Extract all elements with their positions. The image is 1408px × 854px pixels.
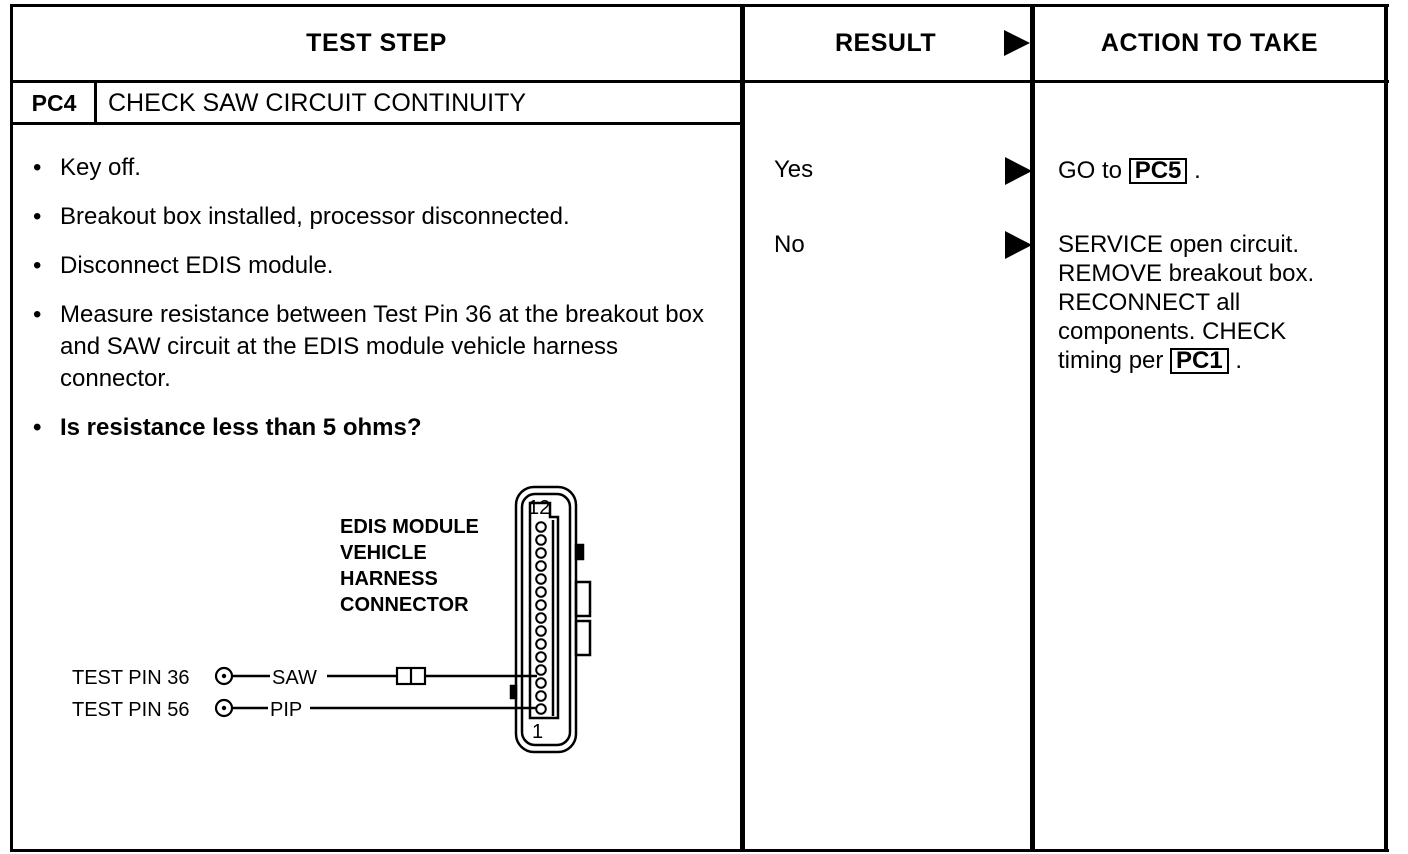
reference-pc1: PC1 bbox=[1170, 348, 1229, 374]
action-no-line: REMOVE breakout box. bbox=[1058, 260, 1315, 287]
step-id: PC4 bbox=[31, 90, 77, 116]
header-action-label: ACTION TO TAKE bbox=[1100, 29, 1319, 57]
pip-signal-label: PIP bbox=[270, 699, 303, 721]
bullet-item: • Breakout box installed, processor disconnected. bbox=[30, 201, 730, 233]
step-title: CHECK SAW CIRCUIT CONTINUITY bbox=[108, 89, 527, 117]
connector-pins bbox=[536, 522, 546, 714]
action-yes-suffix: . bbox=[1194, 157, 1201, 184]
connector-label-line: CONNECTOR bbox=[340, 594, 469, 616]
pin-number-top: 12 bbox=[528, 497, 551, 519]
bullet-item: • Measure resistance between Test Pin 36 at the breakout box and SAW circuit at the EDIS module vehicle harness connector. bbox=[30, 299, 720, 395]
action-no-line: SERVICE open circuit. bbox=[1058, 231, 1299, 258]
action-no-suffix: . bbox=[1235, 347, 1243, 374]
connector-label-line: HARNESS bbox=[340, 568, 438, 590]
action-yes-text: GO to bbox=[1058, 157, 1123, 184]
bullet-item-question: • Is resistance less than 5 ohms? bbox=[30, 412, 730, 444]
header-result-label: RESULT bbox=[835, 29, 937, 57]
connector-label-line: EDIS MODULE bbox=[340, 516, 479, 538]
bullet-item: • Key off. bbox=[30, 152, 730, 184]
pin-number-bottom: 1 bbox=[532, 721, 544, 743]
result-yes: Yes bbox=[774, 156, 814, 183]
connector-body bbox=[511, 487, 590, 752]
bullet-item: • Disconnect EDIS module. bbox=[30, 250, 730, 282]
action-no-line: RECONNECT all bbox=[1058, 289, 1241, 316]
result-no: No bbox=[774, 231, 805, 258]
action-no-line: components. CHECK bbox=[1058, 318, 1287, 345]
test-pin-36-label: TEST PIN 36 bbox=[72, 667, 190, 689]
test-pin-56-label: TEST PIN 56 bbox=[72, 699, 190, 721]
action-no-last-text: timing per bbox=[1058, 347, 1164, 374]
header-test-step-label: TEST STEP bbox=[306, 29, 447, 57]
saw-signal-label: SAW bbox=[272, 667, 317, 689]
reference-pc5: PC5 bbox=[1129, 158, 1188, 184]
connector-label-line: VEHICLE bbox=[340, 542, 427, 564]
